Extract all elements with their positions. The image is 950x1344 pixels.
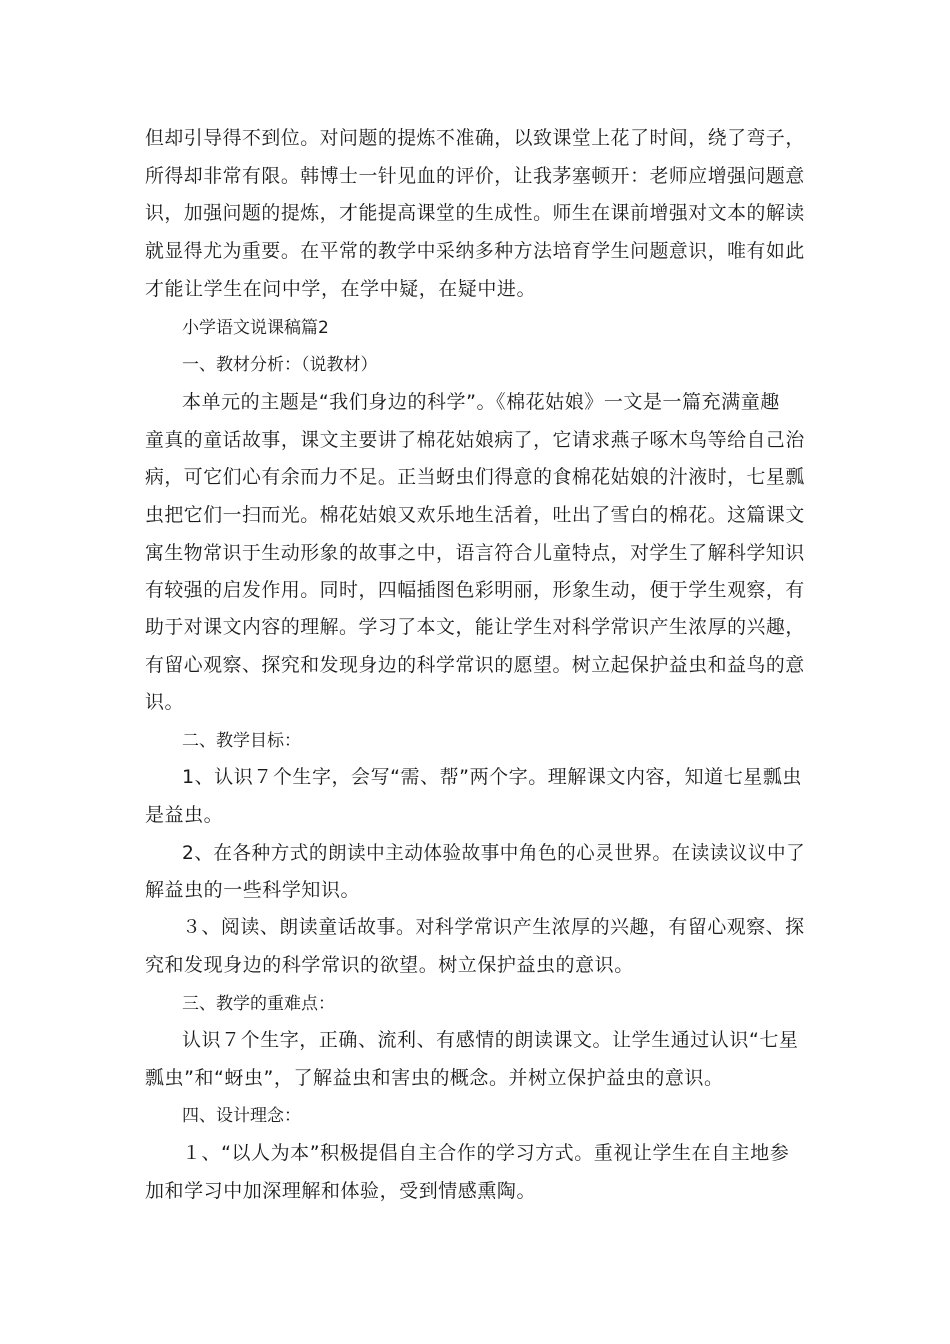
text-line: 本单元的主题是“我们身边的科学”。《棉花姑娘》一文是一篇充满童趣 [182,391,780,413]
text-line: 认识７个生字，正确、流利、有感情的朗读课文。让学生通过认识“七星 [182,1029,799,1051]
section-title: 小学语文说课稿篇2 [182,318,329,338]
heading-design-concept: 四、设计理念： [182,1106,301,1126]
heading-objectives: 二、教学目标： [182,731,301,751]
text-line: 虫把它们一扫而光。棉花姑娘又欢乐地生活着，吐出了雪白的棉花。这篇课文 [145,504,805,526]
text-line: 就显得尤为重要。在平常的教学中采纳多种方法培育学生问题意识，唯有如此 [145,240,805,262]
text-line: 寓生物常识于生动形象的故事之中，语言符合儿童特点，对学生了解科学知识 [145,542,805,564]
text-line: 有留心观察、探究和发现身边的科学常识的愿望。树立起保护益虫和益鸟的意 [145,654,805,676]
text-line: 病，可它们心有余而力不足。正当蚜虫们得意的食棉花姑娘的汁液时，七星瓢 [145,466,805,488]
text-line: 才能让学生在问中学，在学中疑，在疑中进。 [145,278,537,300]
text-line: 解益虫的一些科学知识。 [145,879,361,901]
text-line: 所得却非常有限。韩博士一针见血的评价，让我茅塞顿开：老师应增强问题意 [145,165,805,187]
text-line: 童真的童话故事，课文主要讲了棉花姑娘病了，它请求燕子啄木鸟等给自己治 [145,429,805,451]
text-line: 1、认识７个生字，会写“需、帮”两个字。理解课文内容，知道七星瓢虫 [182,766,802,788]
text-line: 究和发现身边的科学常识的欲望。树立保护益虫的意识。 [145,954,634,976]
text-line: 识。 [145,691,185,713]
text-line: 识，加强问题的提炼，才能提高课堂的生成性。师生在课前增强对文本的解读 [145,202,805,224]
text-line: 2、在各种方式的朗读中主动体验故事中角色的心灵世界。在读读议议中了 [182,842,806,864]
heading-materials: 一、教材分析：（说教材） [182,355,378,375]
text-line: 助于对课文内容的理解。学习了本文，能让学生对科学常识产生浓厚的兴趣， [145,616,805,638]
text-line: １、“以人为本”积极提倡自主合作的学习方式。重视让学生在自主地参 [182,1142,790,1164]
text-line: 是益虫。 [145,804,224,826]
text-line: 有较强的启发作用。同时，四幅插图色彩明丽，形象生动，便于学生观察，有 [145,579,805,601]
text-line: ３、阅读、朗读童话故事。对科学常识产生浓厚的兴趣，有留心观察、探 [182,916,805,938]
heading-key-points: 三、教学的重难点： [182,994,335,1014]
text-line: 加和学习中加深理解和体验，受到情感熏陶。 [145,1180,537,1202]
text-line: 但却引导得不到位。对问题的提炼不准确，以致课堂上花了时间，绕了弯子， [145,127,805,149]
text-line: 瓢虫”和“蚜虫”，了解益虫和害虫的概念。并树立保护益虫的意识。 [145,1067,724,1089]
